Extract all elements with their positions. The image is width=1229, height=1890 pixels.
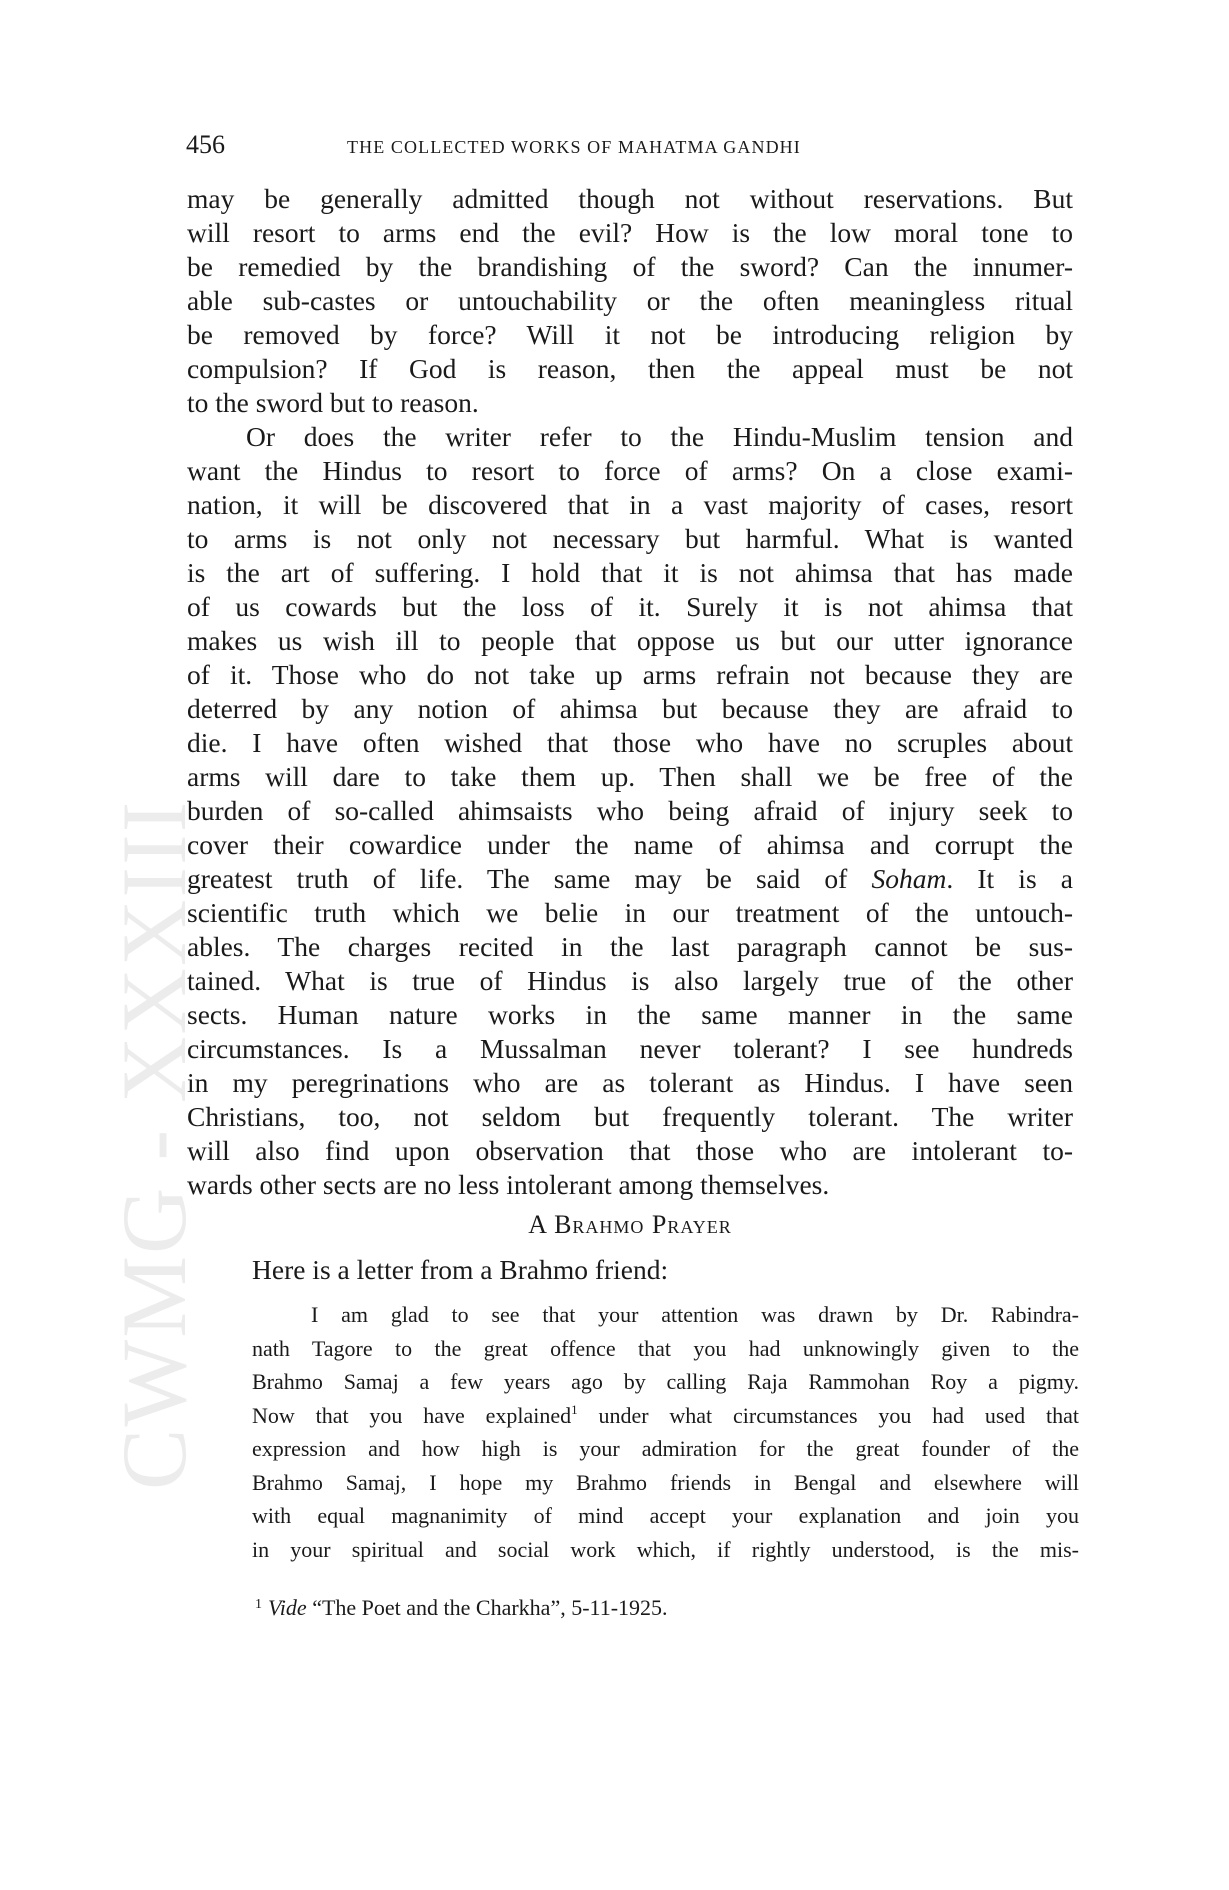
text-line: may be generally admitted though not without reservations. But — [187, 183, 1073, 214]
section-intro: Here is a letter from a Brahmo friend: — [252, 1254, 669, 1285]
letter-line: Brahmo Samaj, I hope my Brahmo friends in Bengal and elsewhere will — [252, 1469, 1079, 1495]
letter-line: expression and how high is your admiration for the great founder of the — [252, 1436, 1079, 1461]
text-line: makes us wish ill to people that oppose us but our utter ignorance — [187, 625, 1073, 656]
footnote — [255, 1593, 668, 1623]
text-fragment: . It is a — [946, 863, 1073, 894]
text-line: to the sword but to reason. — [187, 387, 479, 418]
footnote-italic: Vide — [268, 1595, 307, 1620]
text-line: deterred by any notion of ahimsa but because they are afraid to — [187, 693, 1073, 724]
text-line: want the Hindus to resort to force of arms? On a close exami- — [187, 455, 1073, 486]
footnote-text: “The Poet and the Charkha”, 5-11-1925. — [306, 1595, 668, 1620]
text-line: in my peregrinations who are as tolerant as Hindus. I have seen — [187, 1067, 1073, 1098]
text-line: to arms is not only not necessary but harmful. What is wanted — [187, 523, 1073, 554]
text-line: scientific truth which we belie in our treatment of the untouch- — [187, 897, 1073, 928]
text-line: ables. The charges recited in the last paragraph cannot be sus- — [187, 931, 1073, 962]
text-line: cover their cowardice under the name of ahimsa and corrupt the — [187, 829, 1073, 860]
footnote-mark: 1 — [255, 1597, 262, 1612]
text-line: be remedied by the brandishing of the sword? Can the innumer- — [187, 251, 1073, 282]
quoted-letter — [252, 1298, 1079, 1566]
text-line: will resort to arms end the evil? How is the low moral tone to — [187, 217, 1073, 248]
section-heading: A Brahmo Prayer — [528, 1210, 732, 1239]
text-line: Christians, too, not seldom but frequently tolerant. The writer — [187, 1101, 1073, 1132]
italic-term: Soham — [871, 863, 947, 894]
text-fragment: Now that you have explained — [252, 1402, 572, 1428]
body-text — [187, 182, 1073, 1202]
letter-line: I am glad to see that your attention was drawn by Dr. Rabindra- — [311, 1302, 1079, 1327]
letter-line: with equal magnanimity of mind accept your explanation and join you — [252, 1503, 1079, 1528]
letter-line: nath Tagore to the great offence that you had unknowingly given to the — [252, 1335, 1079, 1361]
text-line: burden of so-called ahimsaists who being afraid of injury seek to — [187, 795, 1073, 826]
text-line: compulsion? If God is reason, then the appeal must be not — [187, 353, 1073, 384]
footnote-reference[interactable]: 1 — [571, 1401, 578, 1417]
text-line: circumstances. Is a Mussalman never tolerant? I see hundreds — [187, 1033, 1073, 1064]
letter-line: in your spiritual and social work which, if rightly understood, is the mis- — [252, 1536, 1079, 1562]
text-line-soham — [187, 862, 1073, 896]
text-line: of it. Those who do not take up arms refrain not because they are — [187, 659, 1073, 690]
text-line: tained. What is true of Hindus is also largely true of the other — [187, 965, 1073, 996]
text-line: die. I have often wished that those who have no scruples about — [187, 727, 1073, 758]
text-line: nation, it will be discovered that in a vast majority of cases, resort — [187, 489, 1073, 520]
running-title: THE COLLECTED WORKS OF MAHATMA GANDHI — [347, 137, 801, 157]
watermark: CWMG - XXXIII — [103, 799, 205, 1490]
letter-line: Brahmo Samaj a few years ago by calling Raja Rammohan Roy a pigmy. — [252, 1369, 1079, 1394]
text-line: arms will dare to take them up. Then shall we be free of the — [187, 761, 1073, 792]
letter-line-footnote — [252, 1399, 1079, 1433]
text-line: of us cowards but the loss of it. Surely it is not ahimsa that — [187, 591, 1073, 622]
text-fragment: greatest truth of life. The same may be said of — [187, 863, 872, 894]
text-line: wards other sects are no less intolerant among themselves. — [187, 1169, 830, 1200]
text-line: be removed by force? Will it not be introducing religion by — [187, 319, 1073, 350]
text-line: able sub-castes or untouchability or the often meaningless ritual — [187, 285, 1073, 316]
paragraph-start-line: Or does the writer refer to the Hindu-Muslim tension and — [246, 421, 1073, 452]
running-head — [186, 131, 1076, 159]
text-line: is the art of suffering. I hold that it is not ahimsa that has made — [187, 557, 1073, 588]
text-line: will also find upon observation that those who are intolerant to- — [187, 1135, 1073, 1166]
page-number: 456 — [186, 130, 225, 159]
text-line: sects. Human nature works in the same manner in the same — [187, 999, 1073, 1030]
text-fragment: under what circumstances you had used that — [577, 1402, 1080, 1428]
